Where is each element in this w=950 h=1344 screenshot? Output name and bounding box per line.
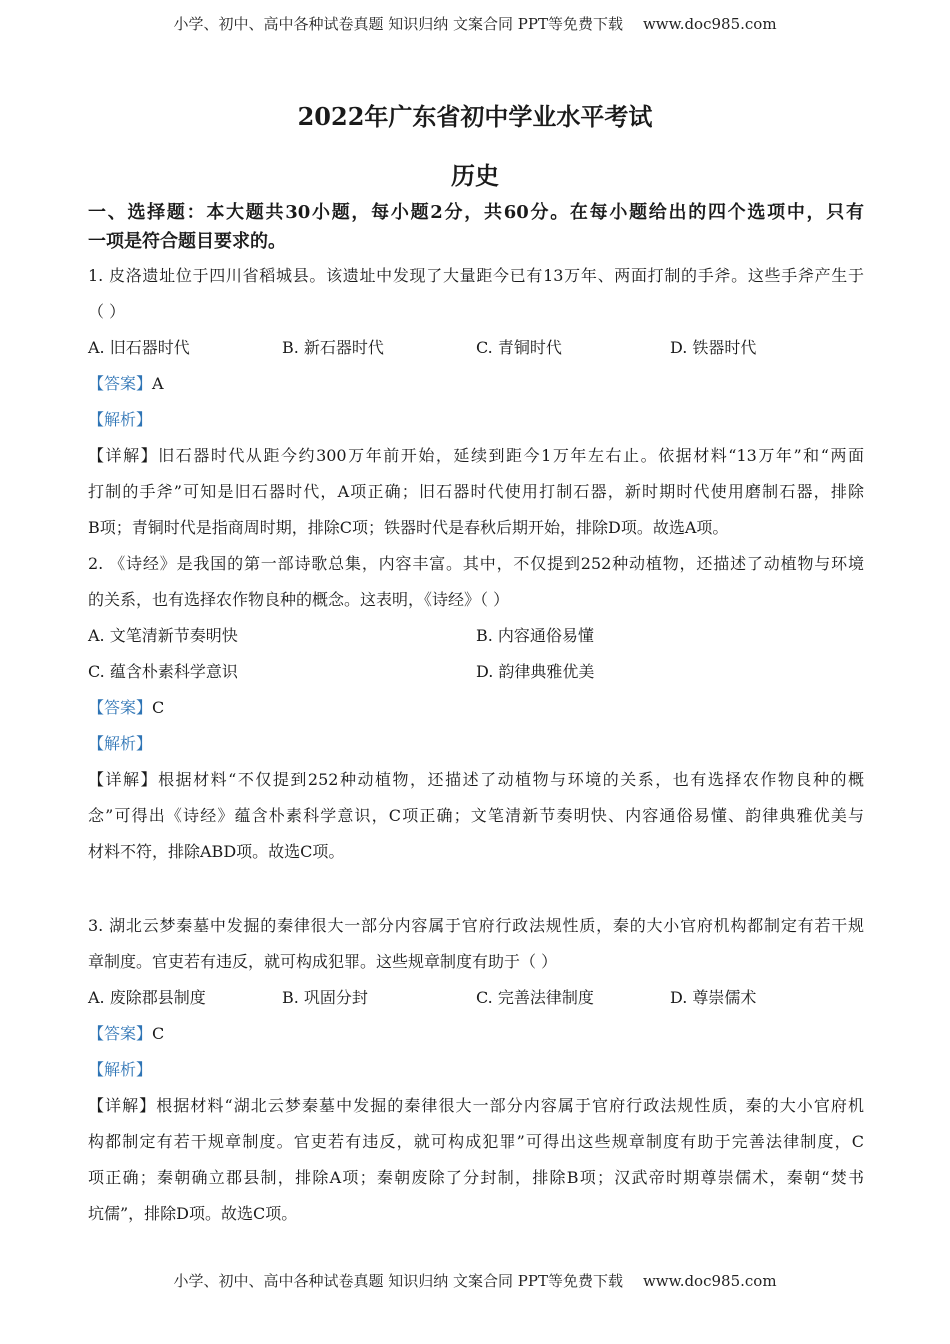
footer-text: 小学、初中、高中各种试卷真题 知识归纳 文案合同 PPT等免费下载 (173, 1272, 623, 1290)
question-2-answer (88, 690, 864, 726)
answer-value: C (152, 698, 165, 717)
answer-label: 【答案】 (88, 1024, 153, 1043)
option-c: C. 蕴含朴素科学意识 (88, 662, 238, 681)
question-2-detail (88, 762, 864, 798)
page-footer (0, 1270, 950, 1291)
question-2-stem: 2. 《诗经》是我国的第一部诗歌总集，内容丰富。其中，不仅提到252种动植物，还描述了动植物与环境 (88, 554, 864, 573)
question-3-detail-end: 坑儒”，排除D项。故选C项。 (88, 1204, 298, 1223)
question-1-stem-cont: （ ） (88, 302, 126, 321)
question-1-detail-cont: 打制的手斧”可知是旧石器时代，A项正确；旧石器时代使用打制石器，新时期时代使用磨制石器，排除 (88, 482, 864, 501)
detail-label: 【详解】 (88, 770, 159, 789)
question-3-options (88, 980, 864, 1016)
option-b: B. 新石器时代 (282, 338, 384, 357)
question-3-analysis (88, 1052, 864, 1088)
question-2-detail-end: 材料不符，排除ABD项。故选C项。 (88, 842, 345, 861)
detail-text: 根据材料“不仅提到252种动植物，还描述了动植物与环境的关系，也有选择农作物良种的概 (158, 770, 864, 789)
question-2-detail-cont: 念”可得出《诗经》蕴含朴素科学意识，C项正确；文笔清新节奏明快、内容通俗易懂、韵律典雅优美与 (88, 806, 864, 825)
detail-label: 【详解】 (88, 446, 159, 465)
page-header (0, 13, 950, 34)
option-d: D. 尊崇儒术 (670, 988, 757, 1007)
question-2-stem-cont: 的关系，也有选择农作物良种的概念。这表明，《诗经》（ ） (88, 590, 510, 609)
detail-text: 根据材料“湖北云梦秦墓中发掘的秦律很大一部分内容属于官府行政法规性质，秦的大小官府机 (156, 1096, 864, 1115)
question-3-detail (88, 1088, 864, 1124)
option-a: A. 文笔清新节奏明快 (88, 626, 238, 645)
question-1-stem: 1. 皮洛遗址位于四川省稻城县。该遗址中发现了大量距今已有13万年、两面打制的手斧。这些手斧产生于 (88, 266, 864, 285)
question-1-detail-end: B项；青铜时代是指商周时期，排除C项；铁器时代是春秋后期开始，排除D项。故选A项。 (88, 518, 729, 537)
question-1-options (88, 330, 864, 366)
question-3-answer (88, 1016, 864, 1052)
detail-label: 【详解】 (88, 1096, 157, 1115)
option-c: C. 青铜时代 (476, 338, 562, 357)
analysis-label: 【解析】 (88, 1060, 153, 1079)
question-2-options-row1 (88, 618, 864, 654)
footer-site: www.doc985.com (642, 1272, 777, 1290)
question-1-analysis (88, 402, 864, 438)
question-3-detail-cont2: 项正确；秦朝确立郡县制，排除A项；秦朝废除了分封制，排除B项；汉武帝时期尊崇儒术，秦朝“焚书 (88, 1168, 864, 1187)
question-3-stem: 3. 湖北云梦秦墓中发掘的秦律很大一部分内容属于官府行政法规性质，秦的大小官府机构都制定有若干规 (88, 916, 864, 935)
question-1-detail (88, 438, 864, 474)
question-1-answer (88, 366, 864, 402)
analysis-label: 【解析】 (88, 734, 153, 753)
option-a: A. 废除郡县制度 (88, 988, 206, 1007)
question-3-detail-cont: 构都制定有若干规章制度。官吏若有违反，就可构成犯罪”可得出这些规章制度有助于完善法律制度，C (88, 1132, 864, 1151)
answer-label: 【答案】 (88, 374, 153, 393)
option-b: B. 内容通俗易懂 (476, 626, 594, 645)
answer-value: C (152, 1024, 165, 1043)
spacer (88, 870, 864, 908)
header-text: 小学、初中、高中各种试卷真题 知识归纳 文案合同 PPT等免费下载 (173, 15, 623, 33)
option-b: B. 巩固分封 (282, 988, 368, 1007)
question-2-options-row2 (88, 654, 864, 690)
analysis-label: 【解析】 (88, 410, 153, 429)
answer-value: A (152, 374, 164, 393)
exam-title: 2022年广东省初中学业水平考试 (297, 102, 653, 131)
section-heading-line1: 一、选择题：本大题共30小题，每小题2分，共60分。在每小题给出的四个选项中，只有 (88, 202, 864, 223)
option-a: A. 旧石器时代 (88, 338, 190, 357)
header-site: www.doc985.com (642, 15, 777, 33)
answer-label: 【答案】 (88, 698, 153, 717)
exam-subject: 历史 (451, 161, 499, 190)
detail-text: 旧石器时代从距今约300万年前开始，延续到距今1万年左右止。依据材料“13万年”和“两面 (158, 446, 864, 465)
option-d: D. 铁器时代 (670, 338, 757, 357)
question-3-stem-cont: 章制度。官吏若有违反，就可构成犯罪。这些规章制度有助于（ ） (88, 952, 558, 971)
section-heading-line2: 一项是符合题目要求的。 (88, 231, 286, 252)
question-2-analysis (88, 726, 864, 762)
exam-content (88, 198, 864, 1232)
option-c: C. 完善法律制度 (476, 988, 594, 1007)
option-d: D. 韵律典雅优美 (476, 662, 595, 681)
